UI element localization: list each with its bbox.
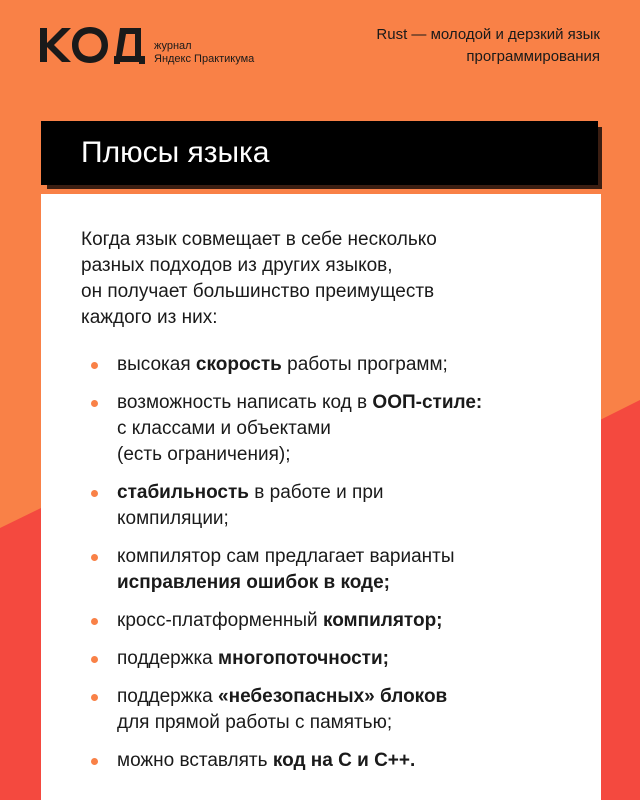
advantages-list	[81, 340, 581, 774]
list-item-line	[117, 646, 581, 672]
bullet-dot-icon	[91, 362, 98, 369]
title-banner	[41, 121, 598, 185]
intro-line: он получает большинство преимуществ	[81, 281, 435, 302]
item-bold-text: стабильность	[117, 482, 249, 503]
tagline-line: программирования	[466, 48, 600, 65]
item-bold-text: скорость	[195, 354, 282, 375]
item-bold-text: ООП-стиле:	[372, 392, 483, 413]
logo-subtitle-line: журнал	[154, 40, 192, 52]
list-item-line	[117, 684, 581, 710]
item-text: возможность написать код в	[117, 392, 373, 413]
list-item-line	[117, 710, 581, 736]
item-text: поддержка	[117, 648, 219, 669]
intro-line: Когда язык совмещает в себе несколько	[81, 229, 437, 250]
list-item-line	[117, 480, 581, 506]
list-item-line	[117, 748, 581, 774]
list-item-line	[117, 442, 581, 468]
list-item-line	[117, 416, 581, 442]
logo-subtitle-line: Яндекс Практикума	[154, 53, 255, 65]
item-bold-text: «небезопасных» блоков	[218, 686, 448, 707]
content-card	[41, 194, 601, 800]
list-item-line	[117, 390, 581, 416]
item-text: (есть ограничения);	[117, 444, 291, 465]
intro-paragraph	[81, 227, 571, 331]
list-item	[81, 646, 581, 672]
item-bold-text: код на С и С++.	[272, 750, 416, 771]
page-title: Плюсы языка	[81, 136, 270, 169]
list-item	[81, 684, 581, 736]
list-item	[81, 390, 581, 468]
list-item	[81, 748, 581, 774]
bullet-dot-icon	[91, 618, 98, 625]
stripe-left	[0, 508, 41, 800]
list-item-line	[117, 544, 581, 570]
item-bold-text: исправления ошибок в коде;	[117, 572, 391, 593]
list-item-line	[117, 506, 581, 532]
kod-logo	[40, 26, 146, 64]
list-item-line	[117, 352, 581, 378]
item-text: поддержка	[117, 686, 219, 707]
item-text: кросс-платформенный	[117, 610, 323, 631]
item-text: работы программ;	[281, 354, 448, 375]
list-item-line	[117, 570, 581, 596]
bullet-dot-icon	[91, 694, 98, 701]
bullet-dot-icon	[91, 490, 98, 497]
intro-line: каждого из них:	[81, 307, 218, 328]
header-tagline	[300, 24, 600, 68]
list-item-line	[117, 608, 581, 634]
tagline-line: Rust — молодой и дерзкий язык	[376, 26, 600, 43]
item-text: компиляции;	[117, 508, 229, 529]
header	[0, 0, 640, 100]
bullet-dot-icon	[91, 400, 98, 407]
bullet-dot-icon	[91, 554, 98, 561]
item-text: с классами и объектами	[117, 418, 331, 439]
list-item	[81, 480, 581, 532]
intro-line: разных подходов из других языков,	[81, 255, 393, 276]
item-bold-text: компилятор;	[322, 610, 443, 631]
item-text: высокая	[117, 354, 196, 375]
bullet-dot-icon	[91, 758, 98, 765]
list-item	[81, 544, 581, 596]
bullet-dot-icon	[91, 656, 98, 663]
item-text: в работе и при	[249, 482, 384, 503]
list-item	[81, 352, 581, 378]
item-text: для прямой работы с памятью;	[117, 712, 393, 733]
item-text: можно вставлять	[117, 750, 273, 771]
logo-subtitle	[154, 40, 254, 66]
item-text: компилятор сам предлагает варианты	[117, 546, 455, 567]
list-item	[81, 608, 581, 634]
item-bold-text: многопоточности;	[218, 648, 389, 669]
